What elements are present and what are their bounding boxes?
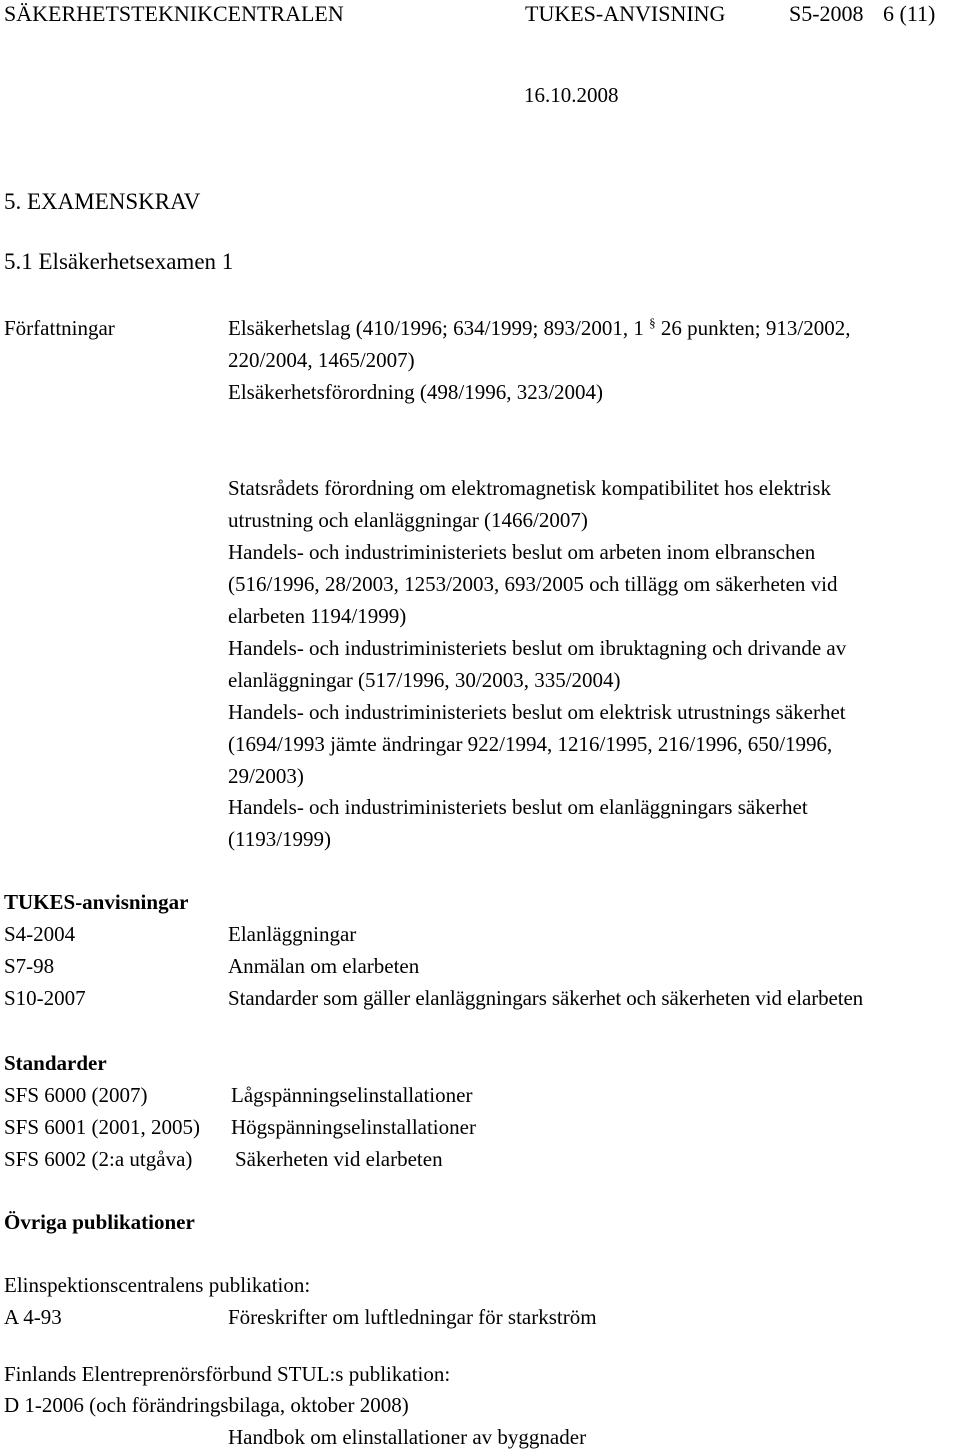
header-page: 6 (11) (883, 1, 936, 26)
forfattningar-line: 220/2004, 1465/2007) (228, 348, 415, 372)
forfattningar-line: elanläggningar (517/1996, 30/2003, 335/2004) (228, 668, 621, 692)
forfattningar-line-1 (228, 312, 850, 347)
forfattningar-line: elarbeten 1194/1999) (228, 604, 407, 628)
standard-code: SFS 6002 (2:a utgåva) (4, 1147, 193, 1171)
section-subtitle: 5.1 Elsäkerhetsexamen 1 (4, 249, 234, 274)
forfattningar-line: utrustning och elanläggningar (1466/2007) (228, 508, 588, 532)
header-date: 16.10.2008 (524, 83, 619, 107)
forfattningar-line-1-a: Elsäkerhetslag (410/1996; 634/1999; 893/2001, 1 (228, 316, 650, 340)
forfattningar-line: Handels- och industriministeriets beslut om elanläggningars säkerhet (228, 795, 808, 819)
forfattningar-line: (1694/1993 jämte ändringar 922/1994, 1216/1995, 216/1996, 650/1996, (228, 732, 833, 756)
paragraph-symbol: § (649, 315, 656, 330)
stul-label: Finlands Elentreprenörsförbund STUL:s publikation: (4, 1362, 451, 1386)
forfattningar-line: Handels- och industriministeriets beslut om elektrisk utrustnings säkerhet (228, 700, 846, 724)
section-title: 5. EXAMENSKRAV (4, 189, 201, 214)
tukes-code: S7-98 (4, 954, 55, 978)
standard-code: SFS 6000 (2007) (4, 1083, 148, 1107)
tukes-code: S10-2007 (4, 986, 86, 1010)
forfattningar-line: 29/2003) (228, 764, 304, 788)
standard-title: Högspänningselinstallationer (231, 1115, 476, 1139)
header-org: SÄKERHETSTEKNIKCENTRALEN (4, 1, 344, 26)
forfattningar-line: Elsäkerhetsförordning (498/1996, 323/2004) (228, 380, 604, 404)
header-doc-type: TUKES-ANVISNING (525, 1, 726, 26)
stul-title: Handbok om elinstallationer av byggnader (228, 1425, 587, 1449)
tukes-title: Anmälan om elarbeten (228, 954, 420, 978)
tukes-title: Standarder som gäller elanläggningars säkerhet och säkerheten vid elarbeten (228, 986, 864, 1010)
forfattningar-line: Handels- och industriministeriets beslut om arbeten inom elbranschen (228, 540, 816, 564)
standarder-heading: Standarder (4, 1051, 107, 1075)
tukes-code: S4-2004 (4, 922, 76, 946)
ovriga-heading: Övriga publikationer (4, 1210, 195, 1234)
forfattningar-line: Handels- och industriministeriets beslut om ibruktagning och drivande av (228, 636, 847, 660)
tukes-heading: TUKES-anvisningar (4, 890, 189, 914)
forfattningar-line: (1193/1999) (228, 827, 332, 851)
stul-code: D 1-2006 (och förändringsbilaga, oktober 2008) (4, 1393, 409, 1417)
elinspektion-code: A 4-93 (4, 1305, 62, 1329)
tukes-title: Elanläggningar (228, 922, 357, 946)
elinspektion-title: Föreskrifter om luftledningar för starkström (228, 1305, 597, 1329)
standard-title: Säkerheten vid elarbeten (235, 1147, 443, 1171)
forfattningar-line: (516/1996, 28/2003, 1253/2003, 693/2005 och tillägg om säkerheten vid (228, 572, 838, 596)
forfattningar-label: Författningar (4, 316, 115, 340)
forfattningar-line-1-b: 26 punkten; 913/2002, (655, 316, 851, 340)
standard-code: SFS 6001 (2001, 2005) (4, 1115, 201, 1139)
standard-title: Lågspänningselinstallationer (231, 1083, 473, 1107)
elinspektion-label: Elinspektionscentralens publikation: (4, 1273, 311, 1297)
header-doc-id: S5-2008 (789, 1, 864, 26)
forfattningar-line: Statsrådets förordning om elektromagnetisk kompatibilitet hos elektrisk (228, 476, 832, 500)
